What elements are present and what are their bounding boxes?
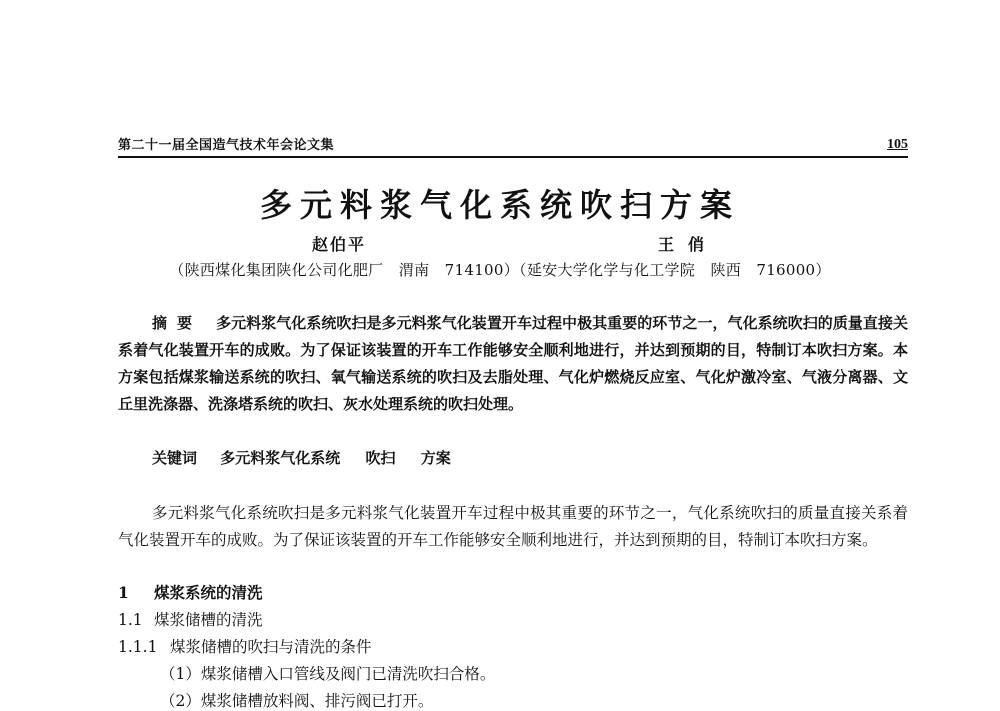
abstract-label: 摘要 (152, 314, 203, 332)
intro-text: 多元料浆气化系统吹扫是多元料浆气化装置开车过程中极其重要的环节之一，气化系统吹扫的质量直接关系着气化装置开车的成败。为了保证该装置的开车工作能够安全顺利地进行，并达到预期的目，特制订本吹扫方案。 (118, 504, 908, 549)
keyword-1: 多元料浆气化系统 (220, 449, 341, 467)
section-title: 煤浆系统的清洗 (154, 583, 263, 602)
section-title: 煤浆储槽的吹扫与清洗的条件 (170, 638, 372, 656)
running-head (118, 134, 908, 158)
abstract-text: 多元料浆气化系统吹扫是多元料浆气化装置开车过程中极其重要的环节之一，气化系统吹扫的质量直接关系着气化装置开车的成败。为了保证该装置的开车工作能够安全顺利地进行，并达到预期的目，特制订本吹扫方案。本方案包括煤浆输送系统的吹扫、氧气输送系统的吹扫及去脂处理、气化炉燃烧反应室、气化炉激冷室、气液分离器、文丘里洗涤器、洗涤塔系统的吹扫、灰水处理系统的吹扫处理。 (118, 314, 908, 413)
keyword-2: 吹扫 (365, 449, 396, 467)
section-heading-1 (118, 581, 263, 603)
keywords-label: 关键词 (152, 449, 198, 467)
section-number: 1.1.1 (118, 638, 158, 656)
section-number: 1.1 (118, 611, 143, 629)
author-2: 王俏 (658, 235, 719, 254)
list-item: （1）煤浆储槽入口管线及阀门已清洗吹扫合格。 (160, 665, 496, 683)
section-heading-1-1-1 (118, 635, 372, 657)
abstract (118, 310, 908, 418)
section-heading-1-1 (118, 608, 263, 630)
keyword-3: 方案 (420, 449, 451, 467)
running-head-title: 第二十一届全国造气技术年会论文集 (118, 138, 335, 153)
keywords (152, 447, 471, 468)
list-item: （2）煤浆储槽放料阀、排污阀已打开。 (160, 692, 434, 710)
page-number: 105 (887, 137, 908, 152)
affiliations: （陕西煤化集团陕化公司化肥厂 渭南 714100）（延安大学化学与化工学院 陕西 716000） (169, 261, 831, 279)
section-number: 1 (118, 583, 129, 602)
paper-title: 多元料浆气化系统吹扫方案 (259, 186, 740, 224)
author-1: 赵伯平 (312, 235, 367, 254)
section-title: 煤浆储槽的清洗 (154, 611, 263, 629)
intro-paragraph (118, 500, 908, 554)
